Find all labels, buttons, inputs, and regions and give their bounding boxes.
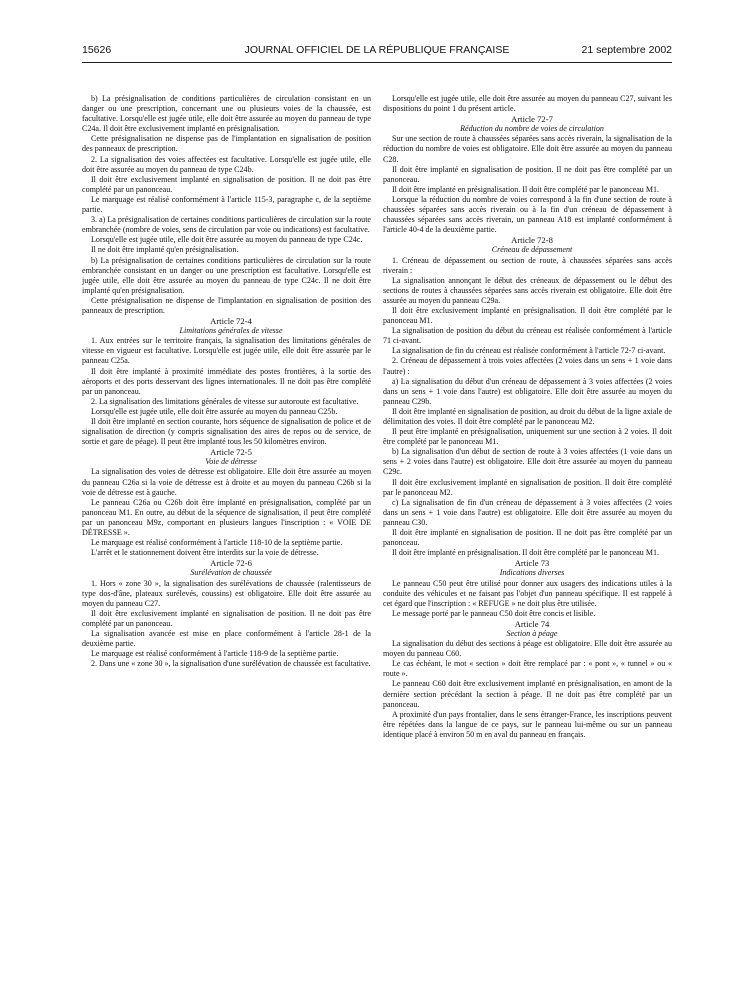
article-subtitle: Section à péage <box>506 628 558 638</box>
paragraph: Lorsqu'elle est jugée utile, elle doit être assurée au moyen du panneau C27, suivant les dispositions du point 1 du présent article. <box>383 94 672 114</box>
paragraph: Lorsqu'elle est jugée utile, elle doit être assurée au moyen du panneau C25b. <box>91 406 338 416</box>
paragraph: La signalisation annonçant le début des créneaux de dépassement ou le début des sections de routes à chaussées séparées sans accès riverain est obligatoire. Elle doit être assurée au moyen du panneau C29a. <box>383 275 672 305</box>
paragraph: Le marquage est réalisé conformément à l'article 115-3, paragraphe c, de la septième partie. <box>82 194 371 215</box>
journal-title: JOURNAL OFFICIEL DE LA RÉPUBLIQUE FRANÇAISE <box>244 44 510 56</box>
paragraph: Lorsque la réduction du nombre de voies correspond à la fin d'une section de route à chaussées séparées sans accès riverain ou à la fin d'un créneau de dépassement à chaussées séparées sans accès riverain, un panneau A18 est implanté conformément à l'article 40-4 de la deuxième partie. <box>383 194 672 235</box>
paragraph: La signalisation de position du début du créneau est réalisée conformément à l'article 71 ci-avant. <box>383 326 672 346</box>
paragraph: 2. La signalisation des limitations générales de vitesse sur autoroute est facultative. <box>91 396 359 406</box>
paragraph: Le panneau C60 doit être exclusivement implanté en présignalisation, en amont de la dernière section précédant la section à péage. Il ne doit pas être complété par un panonceau. <box>383 679 672 709</box>
paragraph: 2. Dans une « zone 30 », la signalisation d'une surélévation de chaussée est facultative. <box>91 659 371 669</box>
paragraph: 1. Créneau de dépassement ou section de route, à chaussées séparées sans accès riverain : <box>383 255 672 275</box>
paragraph: 3. a) La présignalisation de certaines conditions particulières de circulation sur la route embranchée (nombre de voies, sens de circulation par voie ou indications) est facultative. <box>82 215 371 235</box>
paragraph: La signalisation des voies de détresse est obligatoire. Elle doit être assurée au moyen du panneau C26a si la voie de détresse est à droite et au moyen du panneau C26b si la voie de détresse est à gauche. <box>82 467 371 497</box>
article-heading: Article 72-5 <box>210 447 252 458</box>
paragraph: A proximité d'un pays frontalier, dans le sens étranger-France, les inscriptions peuvent être répétées dans la langue de ce pays, sur le panneau lui-même ou sur un panneau identique placé à environ 50 m en aval du panneau en français. <box>383 709 672 739</box>
paragraph: Il doit être implanté en signalisation de position. Il ne doit pas être complété par un panonceau. <box>383 164 672 184</box>
paragraph: La signalisation avancée est mise en place conformément à l'article 28-1 de la deuxième partie. <box>82 628 371 649</box>
paragraph: Il doit être implanté en section courante, hors séquence de signalisation de police et de signalisation de direction (y compris signalisation des aires de repos ou de service, de sortie et gare de péage). Il peut être implanté tous les 50 kilomètres environ. <box>82 417 371 447</box>
paragraph: a) La signalisation du début d'un créneau de dépassement à 3 voies affectées (2 voies dans un sens + 1 voie dans l'autre) est obligatoire. Elle doit être assurée au moyen du panneau C29b. <box>383 376 672 406</box>
article-subtitle: Indications diverses <box>499 568 565 578</box>
paragraph: Le panneau C50 peut être utilisé pour donner aux usagers des indications utiles à la conduite des véhicules et ne faisant pas l'objet d'un panneau spécifique. Il est rappelé à cet égard que l'inscription : « REFUGE » ne doit plus être utilisée. <box>383 578 672 608</box>
right-column <box>383 94 672 740</box>
article-heading: Article 72-8 <box>511 235 553 246</box>
article-heading: Article 74 <box>514 618 550 629</box>
paragraph: La signalisation de fin du créneau est réalisée conformément à l'article 72-7 ci-avant. <box>392 346 666 356</box>
paragraph: Il doit être exclusivement implanté en présignalisation. Il doit être complété par le panonceau M1. <box>383 305 672 326</box>
left-column <box>82 94 371 669</box>
paragraph: Le panneau C26a ou C26b doit être implanté en présignalisation, complété par un panonceau M1. En outre, au début de la séquence de signalisation, il peut être complété par un panonceau M9z, comportant en plusieurs langues l'inscription : « VOIE DE DÉTRESSE ». <box>82 497 371 538</box>
paragraph: Le marquage est réalisé conformément à l'article 118-10 de la septième partie. <box>91 538 343 548</box>
paragraph: Il doit être exclusivement implanté en signalisation de position. Il ne doit pas être complété par un panonceau. <box>82 608 371 628</box>
paragraph: Il peut être implanté en présignalisation, uniquement sur une section à 2 voies. Il doit être complété par le panonceau M1. <box>383 427 672 447</box>
paragraph: Le marquage est réalisé conformément à l'article 118-9 de la septième partie. <box>91 649 339 659</box>
paragraph: Il doit être implanté en signalisation de position. Il ne doit pas être complété par un panonceau. <box>383 528 672 548</box>
paragraph: Lorsqu'elle est jugée utile, elle doit être assurée au moyen du panneau de type C24c. <box>91 235 363 245</box>
paragraph: 2. Créneau de dépassement à trois voies affectées (2 voies dans un sens + 1 voie dans l'autre) : <box>383 356 672 376</box>
article-heading: Article 72-7 <box>511 114 553 125</box>
paragraph: c) La signalisation de fin d'un créneau de dépassement à 3 voies affectées (2 voies dans un sens + 1 voie dans l'autre) est obligatoire. Elle doit être assurée au moyen du panneau C30. <box>383 497 672 527</box>
publication-date: 21 septembre 2002 <box>581 44 672 56</box>
paragraph: b) La présignalisation de certaines conditions particulières de circulation sur la route embranchée consistant en un danger ou une prescription est facultative. Lorsqu'elle est jugée utile, elle doit être assurée au moyen du panneau de type C24c. Il ne doit être implanté qu'en présignalisation. <box>82 255 371 295</box>
paragraph: Il doit être implanté en présignalisation. Il doit être complété par le panonceau M1. <box>392 184 660 194</box>
article-subtitle: Créneau de dépassement <box>491 245 573 255</box>
paragraph: Il ne doit être implanté qu'en présignalisation. <box>91 245 239 255</box>
paragraph: Le cas échéant, le mot « section » doit être remplacé par : « pont », « tunnel » ou « route ». <box>383 659 672 679</box>
paragraph: Il doit être implanté en signalisation de position, au droit du début de la ligne axiale de délimitation des voies. Il doit être complété par le panonceau M2. <box>383 406 672 426</box>
paragraph: L'arrêt et le stationnement doivent être interdits sur la voie de détresse. <box>91 548 319 558</box>
paragraph: 1. Aux entrées sur le territoire français, la signalisation des limitations générales de vitesse en vigueur est facultative. Lorsqu'elle est jugée utile, elle doit être assurée par le panneau C25a. <box>82 336 371 366</box>
paragraph: La signalisation du début des sections à péage est obligatoire. Elle doit être assurée au moyen du panneau C60. <box>383 639 672 659</box>
paragraph: Il doit être exclusivement implanté en signalisation de position. Il ne doit pas être complété par un panonceau. <box>82 174 371 194</box>
page-number: 15626 <box>82 44 112 56</box>
article-heading: Article 73 <box>514 558 550 569</box>
paragraph: b) La signalisation d'un début de section de route à 3 voies affectées (1 voie dans un sens + 2 voies dans l'autre) est obligatoire. Elle doit être assurée au moyen du panneau C29c. <box>383 447 672 477</box>
article-subtitle: Voie de détresse <box>205 457 257 467</box>
paragraph: Sur une section de route à chaussées séparées sans accès riverain, la signalisation de la réduction du nombre de voies est obligatoire. Elle doit être assurée au moyen du panneau C28. <box>383 134 672 164</box>
paragraph: Cette présignalisation ne dispense de l'implantation en signalisation de position des panneaux de prescription. <box>82 295 371 315</box>
header-rule <box>82 62 672 63</box>
article-heading: Article 72-6 <box>210 558 252 569</box>
paragraph: 1. Hors « zone 30 », la signalisation des surélévations de chaussée (ralentisseurs de type dos-d'âne, plateaux surélevés, coussins) est obligatoire. Elle doit être assurée au moyen du panneau C27. <box>82 578 371 608</box>
paragraph: Il doit être implanté en présignalisation. Il doit être complété par le panonceau M1. <box>392 548 660 558</box>
paragraph: Le message porté par le panneau C50 doit être concis et lisible. <box>392 608 596 618</box>
paragraph: Il doit être exclusivement implanté en signalisation de position. Il doit être complété par le panonceau M2. <box>383 477 672 497</box>
paragraph: Cette présignalisation ne dispense pas de l'implantation en signalisation de position des panneaux de prescription. <box>82 134 371 154</box>
paragraph: b) La présignalisation de conditions particulières de circulation consistant en un danger ou une prescription, concernant une ou plusieurs voies de la chaussée, est facultative. Lorsqu'elle est jugée utile, elle doit être assurée au moyen du panneau de type C24a. Il doit être exclusivement implanté en présignalisation. <box>82 94 371 134</box>
article-subtitle: Surélévation de chaussée <box>190 568 272 578</box>
page-header <box>82 44 672 58</box>
paragraph: Il doit être implanté à proximité immédiate des postes frontières, à la sortie des aéroports et des ports desservant des lignes internationales. Il ne doit pas être complété par un panonceau. <box>82 366 371 396</box>
article-subtitle: Réduction du nombre de voies de circulation <box>460 124 604 134</box>
article-heading: Article 72-4 <box>210 316 252 327</box>
paragraph: 2. La signalisation des voies affectées est facultative. Lorsqu'elle est jugée utile, elle doit être assurée au moyen du panneau de type C24b. <box>82 154 371 174</box>
article-subtitle: Limitations générales de vitesse <box>179 326 283 336</box>
